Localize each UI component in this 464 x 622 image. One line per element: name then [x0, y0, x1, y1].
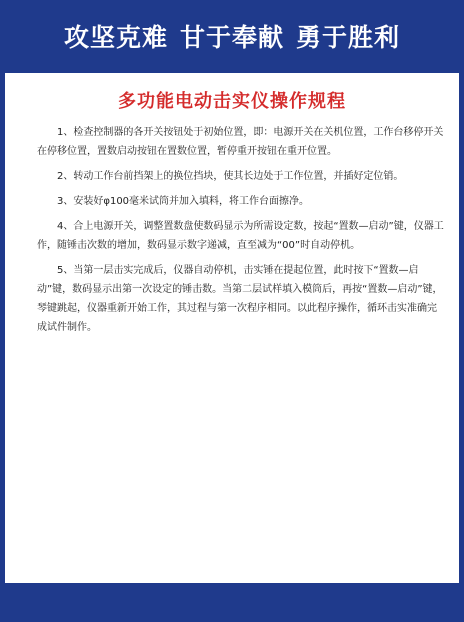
paragraph-2: 2、转动工作台前挡架上的换位挡块，使其长边处于工作位置，并插好定位销。 — [57, 171, 404, 182]
slogan-part-3: 勇于胜利 — [296, 23, 401, 52]
paragraph-1: 1、检查控制器的各开关按钮处于初始位置，即：电源开关在关机位置，工作台移停开关在停移位置，置数启动按钮在置数位置，暂停重开按钮在重开位置。 — [37, 127, 444, 157]
header-band — [0, 0, 464, 72]
slogan — [0, 10, 464, 62]
paragraph-3: 3、安装好φ100毫米试筒并加入填料，将工作台面擦净。 — [57, 196, 310, 207]
document-body — [37, 123, 445, 343]
slogan-part-1: 攻坚克难 — [63, 23, 168, 52]
slogan-part-2: 甘于奉献 — [179, 23, 284, 52]
paragraph-5: 5、当第一层击实完成后，仪器自动停机，击实锤在提起位置，此时按下“置数—启动”键，数码显示出第一次设定的锤击数。当第二层试样填入模筒后，再按“置数—启动”键，琴键跳起，仪器重新开始工作，其过程与第一次程序相同。以此程序操作，循环击实准确完成试件制作。 — [37, 265, 443, 333]
document-panel — [5, 73, 459, 583]
paragraph-4: 4、合上电源开关，调整置数盘使数码显示为所需设定数，按起“置数—启动”键，仪器工作，随锤击次数的增加，数码显示数字递减，直至减为“00”时自动停机。 — [37, 221, 444, 251]
document-title: 多功能电动击实仪操作规程 — [118, 91, 346, 112]
footer-band — [0, 583, 464, 622]
